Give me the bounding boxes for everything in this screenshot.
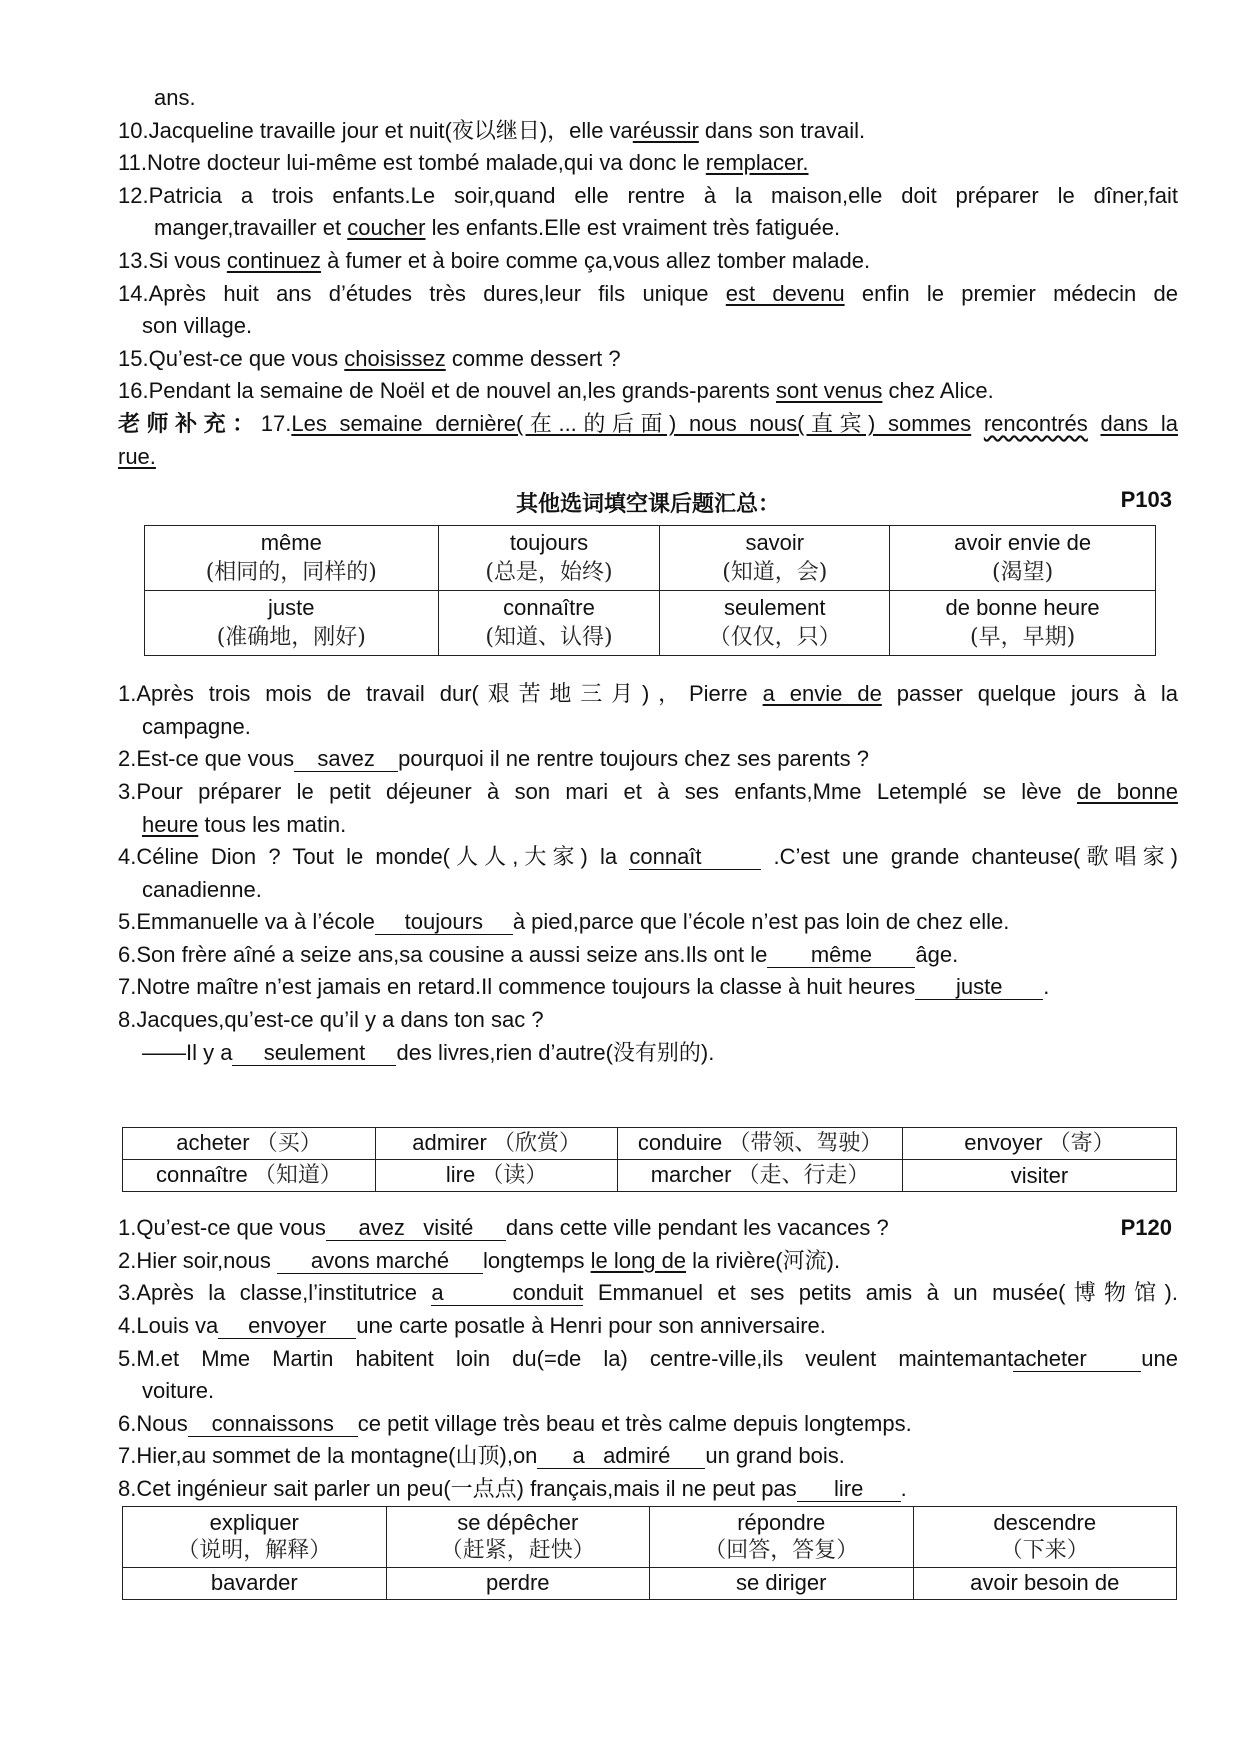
exercise-3-4: 4.Louis va envoyer une carte posatle à Henri pour son anniversaire.	[118, 1313, 826, 1339]
exercise-2-8-cont: ——Il y a seulement des livres,rien d’autre(没有别的).	[142, 1039, 715, 1065]
exercise-2-4-cont: canadienne.	[142, 876, 262, 902]
answer: connaissons	[188, 1412, 358, 1437]
answer: réussir	[632, 117, 699, 143]
exercise-2-1: 1.Après trois mois de travail dur(艰苦地三月)，Pierre a envie de passer quelque jours à la	[118, 681, 1178, 707]
exercise-10: 10.Jacqueline travaille jour et nuit(夜以继日)，elle varéussir dans son travail.	[118, 117, 866, 143]
answer: de bonne	[1076, 778, 1178, 804]
answer: avez visité	[326, 1216, 506, 1241]
document-page	[118, 82, 1178, 1600]
exercise-14-cont: son village.	[142, 313, 253, 339]
word-table-3	[122, 1506, 1177, 1600]
table-cell: juste (准确地，刚好)	[145, 591, 439, 656]
exercise-16: 16.Pendant la semaine de Noël et de nouvel an,les grands-parents sont venus chez Alice.	[118, 378, 994, 404]
table-cell: marcher （走、行走）	[618, 1160, 903, 1192]
table-cell: avoir besoin de	[913, 1567, 1177, 1599]
exercise-2-5: 5.Emmanuelle va à l’école toujours à pied,parce que l’école n’est pas loin de chez elle.	[118, 909, 1010, 935]
answer: a envie de	[762, 681, 882, 707]
answer: même	[767, 943, 915, 968]
table-cell: même (相同的，同样的)	[145, 526, 439, 591]
table-row	[123, 1506, 1177, 1567]
answer: a conduit	[431, 1280, 584, 1306]
exercise-2-4: 4.Céline Dion ? Tout le monde(人人,大家) la connaît .C’est une grande chanteuse(歌唱家)	[118, 844, 1178, 870]
answer: avons marché	[277, 1249, 483, 1274]
exercise-17-cont: rue.	[118, 443, 156, 469]
answer: connaît	[629, 845, 761, 870]
exercise-3-6: 6.Nous connaissons ce petit village très beau et très calme depuis longtemps.	[118, 1410, 912, 1436]
answer: coucher	[347, 215, 426, 241]
exercise-12-cont: manger,travailler et coucher les enfants.Elle est vraiment très fatiguée.	[154, 215, 841, 241]
exercise-3-2: 2.Hier soir,nous avons marché longtemps le long de la rivière(河流).	[118, 1247, 841, 1273]
table-cell: se diriger	[650, 1567, 914, 1599]
teacher-note-label: 老师补充：	[118, 410, 261, 436]
exercise-12: 12.Patricia a trois enfants.Le soir,quand elle rentre à la maison,elle doit préparer le dîner,fait	[118, 182, 1178, 208]
answer: remplacer.	[705, 150, 809, 176]
exercise-2-8: 8.Jacques,qu’est-ce qu’il y a dans ton sac ?	[118, 1007, 544, 1033]
answer: seulement	[232, 1041, 396, 1066]
exercise-2-2: 2.Est-ce que vous savez pourquoi il ne rentre toujours chez ses parents ?	[118, 746, 869, 772]
exercise-2-3-cont: heure tous les matin.	[142, 811, 347, 837]
table-cell: acheter （买）	[123, 1128, 376, 1160]
answer: lire	[797, 1477, 901, 1502]
table-cell: de bonne heure (早，早期)	[890, 591, 1156, 656]
table-cell: avoir envie de (渴望)	[890, 526, 1156, 591]
table-row	[123, 1128, 1177, 1160]
answer: est devenu	[725, 280, 845, 306]
answer: heure	[142, 811, 199, 837]
table-cell: perdre	[386, 1567, 650, 1599]
table-cell: envoyer （寄）	[902, 1128, 1176, 1160]
exercise-17: 老师补充：17.Les semaine dernière(在...的后面) nous nous(直宾) sommes rencontrés dans la	[118, 410, 1178, 436]
table-cell: connaître （知道）	[123, 1160, 376, 1192]
exercise-2-6: 6.Son frère aîné a seize ans,sa cousine a aussi seize ans.Ils ont le même âge.	[118, 941, 959, 967]
table-cell: expliquer （说明，解释）	[123, 1506, 387, 1567]
word-table-1	[144, 525, 1156, 656]
answer: toujours	[375, 910, 513, 935]
exercise-11: 11.Notre docteur lui-même est tombé malade,qui va donc le remplacer.	[118, 150, 809, 176]
answer: sont venus	[776, 378, 883, 404]
table-row	[145, 526, 1156, 591]
section-heading	[118, 481, 1178, 521]
exercise-14: 14.Après huit ans d’études très dures,leur fils unique est devenu enfin le premier médecin de	[118, 280, 1178, 306]
word-table-2	[122, 1127, 1177, 1192]
section-title: 其他选词填空课后题汇总：	[515, 491, 780, 518]
exercise-2-1-cont: campagne.	[142, 713, 251, 739]
table-cell: seulement （仅仅，只）	[660, 591, 890, 656]
table-cell: connaître (知道、认得)	[438, 591, 660, 656]
table-cell: visiter	[902, 1160, 1176, 1192]
answer: juste	[915, 975, 1043, 1000]
table-cell: lire （读）	[375, 1160, 617, 1192]
answer: continuez	[226, 247, 322, 273]
page-reference: P103	[1120, 487, 1172, 513]
exercise-2-3: 3.Pour préparer le petit déjeuner à son mari et à ses enfants,Mme Letemplé se lève de bonne	[118, 778, 1178, 804]
exercise-13: 13.Si vous continuez à fumer et à boire comme ça,vous allez tomber malade.	[118, 247, 871, 273]
exercise-3-1: 1.Qu’est-ce que vous avez visité dans cette ville pendant les vacances ? P120	[118, 1212, 1178, 1245]
table-row	[123, 1567, 1177, 1599]
table-cell: descendre （下来）	[913, 1506, 1177, 1567]
exercise-2-7: 7.Notre maître n’est jamais en retard.Il commence toujours la classe à huit heures juste .	[118, 974, 1050, 1000]
answer: a admiré	[537, 1444, 705, 1469]
exercise-3-5-cont: voiture.	[142, 1378, 215, 1404]
table-cell: répondre （回答，答复）	[650, 1506, 914, 1567]
table-row	[123, 1160, 1177, 1192]
table-cell: admirer （欣赏）	[375, 1128, 617, 1160]
table-cell: se dépêcher （赶紧，赶快）	[386, 1506, 650, 1567]
table-cell: toujours (总是，始终)	[438, 526, 660, 591]
line-0: ans.	[154, 85, 196, 110]
table-row	[145, 591, 1156, 656]
answer: choisissez	[344, 345, 446, 371]
page-reference: P120	[1120, 1215, 1172, 1241]
answer: acheter	[1013, 1347, 1141, 1372]
table-cell: bavarder	[123, 1567, 387, 1599]
exercise-3-7: 7.Hier,au sommet de la montagne(山顶),on a admiré un grand bois.	[118, 1443, 845, 1469]
exercise-3-5: 5.M.et Mme Martin habitent loin du(=de la) centre-ville,ils veulent maintemantacheter une	[118, 1345, 1178, 1371]
exercise-15: 15.Qu’est-ce que vous choisissez comme dessert ?	[118, 345, 621, 371]
answer: envoyer	[218, 1314, 356, 1339]
table-cell: conduire （带领、驾驶）	[618, 1128, 903, 1160]
exercise-3-8: 8.Cet ingénieur sait parler un peu(一点点) français,mais il ne peut pas lire .	[118, 1476, 907, 1501]
table-cell: savoir (知道，会)	[660, 526, 890, 591]
answer: savez	[294, 747, 398, 772]
exercise-3-3: 3.Après la classe,l’institutrice a conduit Emmanuel et ses petits amis à un musée(博物馆).	[118, 1280, 1178, 1306]
